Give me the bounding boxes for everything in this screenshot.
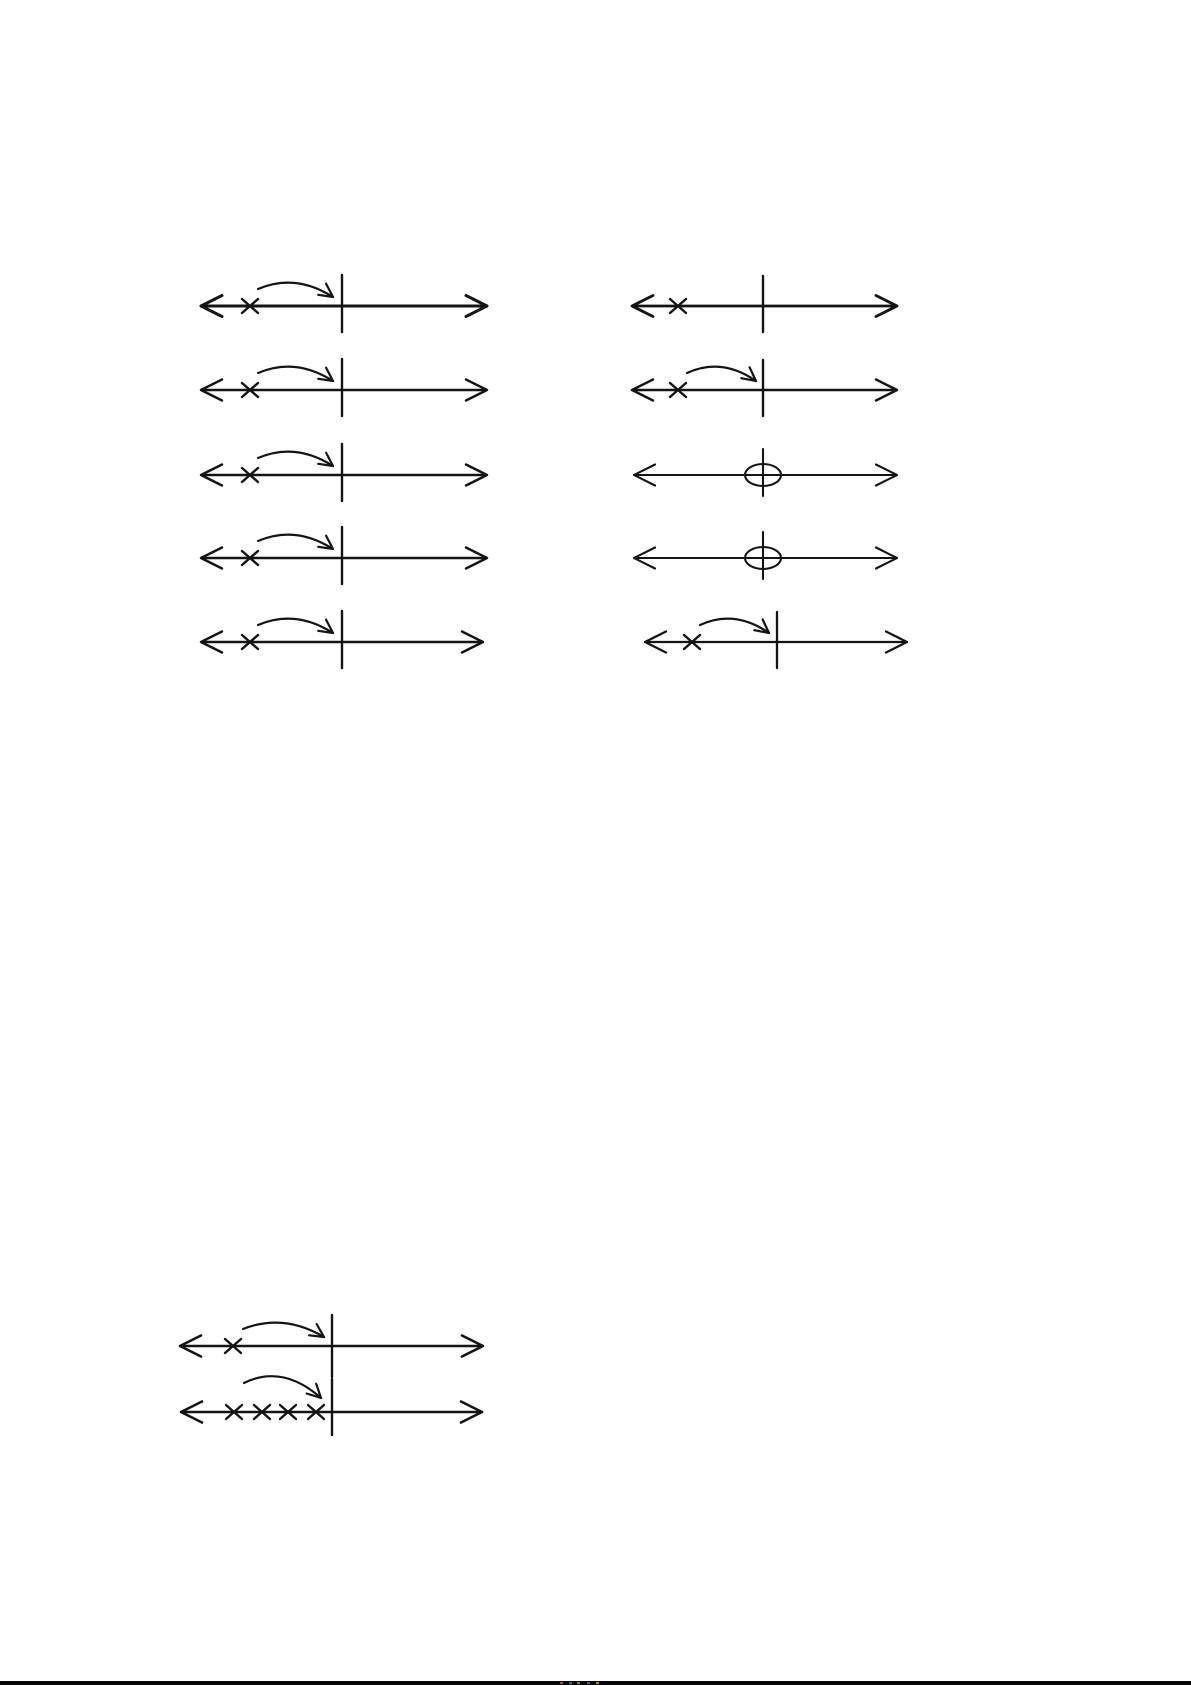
number-line-bottom-2 bbox=[181, 1376, 482, 1435]
pixel-speck bbox=[596, 1682, 599, 1684]
curved-arrow bbox=[258, 452, 333, 466]
number-line-right-5 bbox=[645, 612, 907, 668]
number-line-bottom-1 bbox=[180, 1315, 483, 1377]
number-line-right-1 bbox=[632, 276, 897, 332]
pixel-speck bbox=[560, 1682, 563, 1684]
curved-arrow bbox=[258, 619, 333, 633]
number-line-left-4 bbox=[201, 527, 487, 584]
number-line-right-4 bbox=[634, 532, 897, 579]
number-line-left-5 bbox=[201, 611, 483, 668]
curved-arrow bbox=[243, 1323, 324, 1337]
curved-arrow bbox=[258, 367, 333, 381]
number-line-right-2 bbox=[632, 360, 897, 416]
number-line-left-1 bbox=[201, 275, 487, 332]
number-line-left-2 bbox=[201, 359, 487, 416]
curved-arrow bbox=[700, 619, 769, 633]
curved-arrow bbox=[258, 283, 333, 297]
pixel-speck bbox=[587, 1682, 590, 1684]
curved-arrow bbox=[244, 1376, 321, 1398]
pixel-speck bbox=[577, 1682, 580, 1684]
curved-arrow bbox=[258, 535, 333, 549]
number-line-left-3 bbox=[201, 444, 487, 501]
number-line-right-3 bbox=[634, 449, 897, 496]
curved-arrow bbox=[687, 367, 756, 381]
pixel-speck bbox=[569, 1682, 572, 1684]
